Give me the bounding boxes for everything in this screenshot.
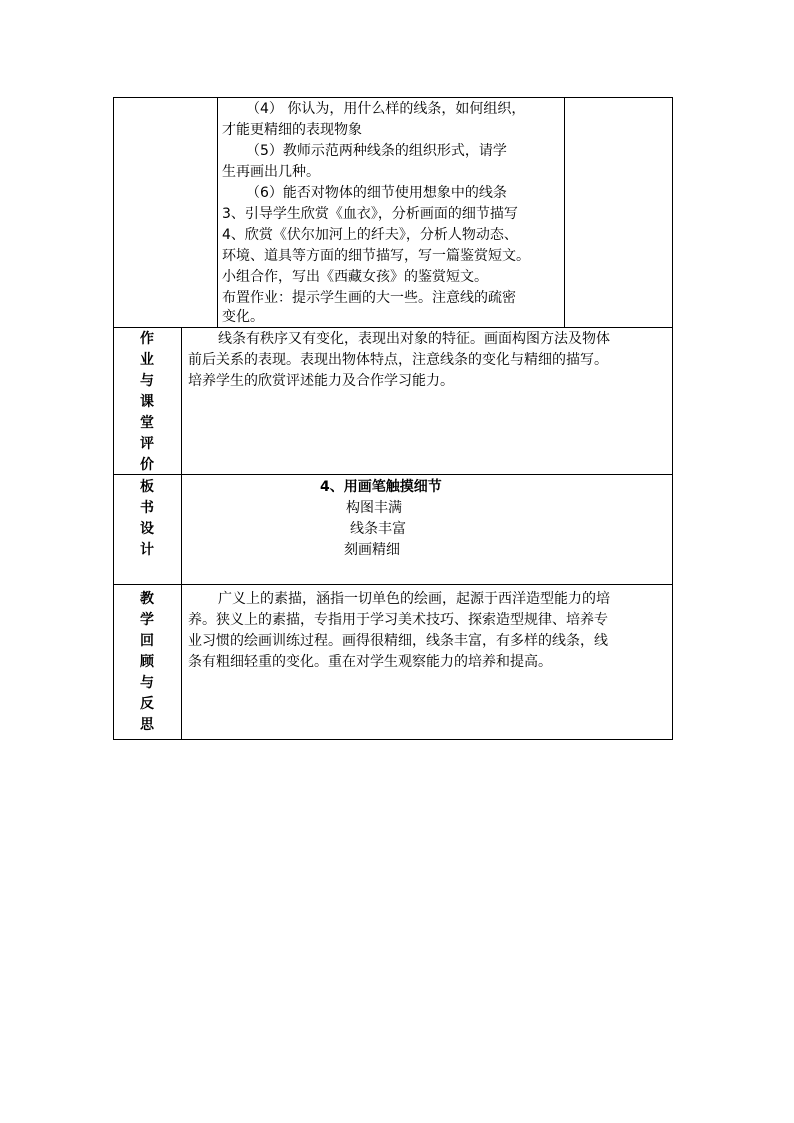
board-label: 板书设计 [140, 479, 154, 558]
board-item-3: 刻画精细 [344, 542, 400, 558]
top-line-1: （4） 你认为，用什么样的线条，如何组织， [246, 101, 526, 117]
row-divider-1 [113, 327, 673, 328]
top-line-4: 生再画出几种。 [222, 164, 320, 180]
board-item-1: 构图丰满 [346, 500, 402, 516]
board-title: 4、用画笔触摸细节 [320, 479, 442, 495]
top-right-divider [564, 97, 565, 328]
evaluation-line-3: 培养学生的欣赏评述能力及合作学习能力。 [188, 373, 454, 389]
top-line-6: 3、引导学生欣赏《血衣》，分析画面的细节描写 [222, 206, 518, 222]
board-item-2: 线条丰富 [350, 521, 406, 537]
evaluation-line-1: 线条有秩序又有变化，表现出对象的特征。画面构图方法及物体 [218, 331, 610, 347]
top-line-2: 才能更精细的表现物象 [222, 122, 362, 138]
top-line-7: 4、欣赏《伏尔加河上的纤夫》，分析人物动态、 [222, 227, 518, 243]
top-line-9: 小组合作，写出《西藏女孩》的鉴赏短文。 [222, 269, 488, 285]
evaluation-label: 作业与课堂评价 [140, 331, 154, 473]
reflection-line-2: 养。狭义上的素描，专指用于学习美术技巧、探索造型规律、培养专 [188, 612, 608, 628]
reflection-line-3: 业习惯的绘画训练过程。画得很精细，线条丰富，有多样的线条，线 [188, 633, 608, 649]
top-line-5: （6）能否对物体的细节使用想象中的线条 [246, 185, 507, 201]
top-line-11: 变化。 [222, 309, 264, 325]
reflection-line-1: 广义上的素描，涵指一切单色的绘画，起源于西洋造型能力的培 [218, 591, 610, 607]
top-line-3: （5）教师示范两种线条的组织形式，请学 [246, 143, 507, 159]
reflection-label: 教学回顾与反思 [140, 591, 154, 733]
row-divider-3 [113, 584, 673, 585]
top-line-8: 环境、道具等方面的细节描写，写一篇鉴赏短文。 [222, 248, 530, 264]
top-line-10: 布置作业：提示学生画的大一些。注意线的疏密 [222, 290, 516, 306]
label-column-divider [181, 327, 182, 740]
top-left-divider [217, 97, 218, 328]
row-divider-2 [113, 474, 673, 475]
reflection-line-4: 条有粗细轻重的变化。重在对学生观察能力的培养和提高。 [188, 654, 552, 670]
evaluation-line-2: 前后关系的表现。表现出物体特点，注意线条的变化与精细的描写。 [188, 352, 608, 368]
